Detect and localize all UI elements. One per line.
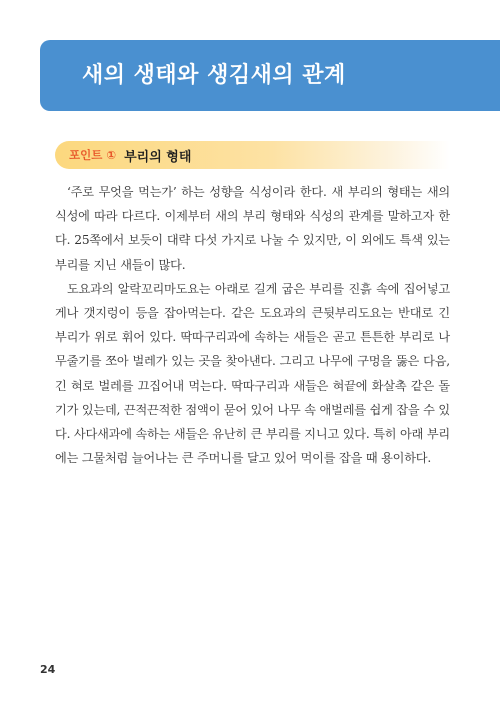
section-title: 부리의 형태	[124, 149, 192, 165]
section-header	[55, 141, 450, 169]
chapter-title: 새의 생태와 생김새의 관계	[82, 63, 346, 88]
point-label: 포인트 ①	[69, 148, 117, 162]
paragraph-1: ‘주로 무엇을 먹는가’ 하는 성향을 식성이라 한다. 새 부리의 형태는 새의 식성에 따라 다르다. 이제부터 새의 부리 형태와 식성의 관계를 말하고자 한다. 25쪽에서 보듯이 대략 다섯 가지로 나눌 수 있지만, 이 외에도 특색 있는 부리를 지닌 새들이 많다.	[55, 185, 450, 272]
paragraph-2: 도요과의 알락꼬리마도요는 아래로 길게 굽은 부리를 진흙 속에 집어넣고 게나 갯지렁이 등을 잡아먹는다. 같은 도요과의 큰뒷부리도요는 반대로 긴 부리가 위로 휘어 있다. 딱따구리과에 속하는 새들은 곧고 튼튼한 부리로 나무줄기를 쪼아 벌레가 있는 곳을 찾아낸다. 그리고 나무에 구멍을 뚫은 다음, 긴 혀로 벌레를 끄집어내 먹는다. 딱따구리과 새들은 혀끝에 화살촉 같은 돌기가 있는데, 끈적끈적한 점액이 묻어 있어 나무 속 애벌레를 쉽게 잡을 수 있다. 사다새과에 속하는 새들은 유난히 큰 부리를 지니고 있다. 특히 아래 부리에는 그물처럼 늘어나는 큰 주머니를 달고 있어 먹이를 잡을 때 용이하다.	[55, 281, 450, 466]
body-text	[55, 180, 450, 470]
chapter-title-banner	[40, 40, 500, 111]
page-number: 24	[40, 663, 56, 676]
